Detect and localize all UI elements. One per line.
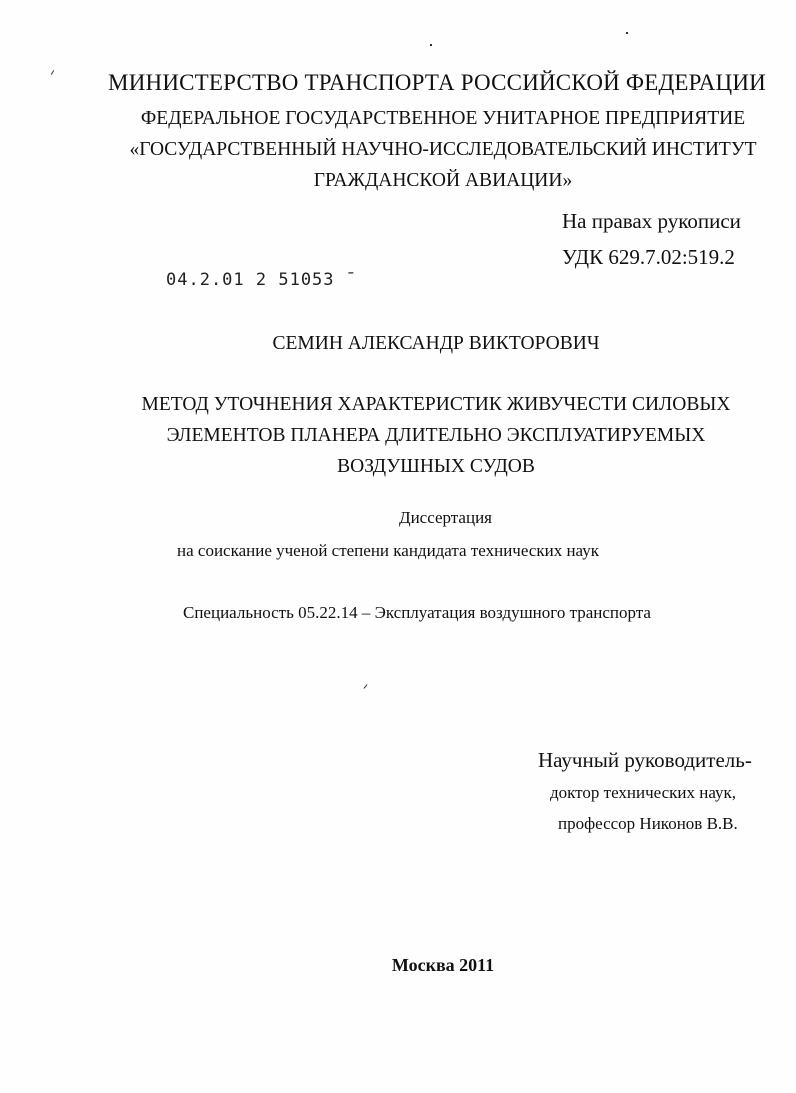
dissertation-label: Диссертация <box>398 508 492 527</box>
ministry-heading: МИНИСТЕРСТВО ТРАНСПОРТА РОССИЙСКОЙ ФЕДЕРАЦИИ <box>108 70 766 95</box>
scan-speck <box>626 32 628 34</box>
thesis-title-line-1: МЕТОД УТОЧНЕНИЯ ХАРАКТЕРИСТИК ЖИВУЧЕСТИ СИЛОВЫХ <box>141 394 731 415</box>
specialty-statement: Специальность 05.22.14 – Эксплуатация воздушного транспорта <box>183 603 651 622</box>
manuscript-rights-label: На правах рукописи <box>562 209 741 233</box>
organization-line-3: ГРАЖДАНСКОЙ АВИАЦИИ» <box>313 170 573 191</box>
registration-stamp: 04.2.01 2 51053 ˉ <box>166 270 357 290</box>
scan-speck <box>430 44 432 46</box>
organization-line-2: «ГОСУДАРСТВЕННЫЙ НАУЧНО-ИССЛЕДОВАТЕЛЬСКИЙ ИНСТИТУТ <box>129 139 757 160</box>
supervisor-role: Научный руководитель- <box>538 748 752 772</box>
thesis-title-line-3: ВОЗДУШНЫХ СУДОВ <box>337 456 535 477</box>
scan-speck <box>364 684 368 688</box>
udk-code: УДК 629.7.02:519.2 <box>562 245 735 269</box>
thesis-title-line-2: ЭЛЕМЕНТОВ ПЛАНЕРА ДЛИТЕЛЬНО ЭКСПЛУАТИРУЕМЫХ <box>166 425 706 446</box>
degree-statement: на соискание ученой степени кандидата технических наук <box>177 541 600 560</box>
supervisor-name: профессор Никонов В.В. <box>558 814 738 833</box>
city-and-year: Москва 2011 <box>391 955 495 975</box>
author-name: СЕМИН АЛЕКСАНДР ВИКТОРОВИЧ <box>272 333 600 354</box>
supervisor-degree: доктор технических наук, <box>550 783 737 802</box>
organization-line-1: ФЕДЕРАЛЬНОЕ ГОСУДАРСТВЕННОЕ УНИТАРНОЕ ПРЕДПРИЯТИЕ <box>140 108 746 129</box>
